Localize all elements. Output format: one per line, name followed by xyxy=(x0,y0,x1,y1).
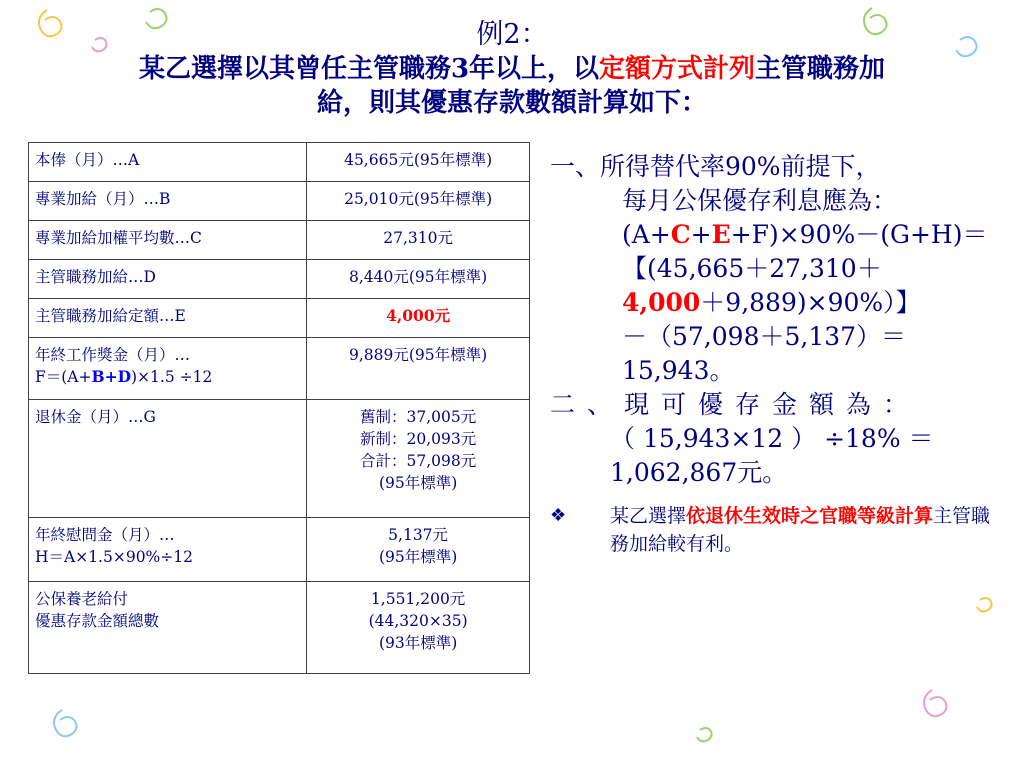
calc-line-3 xyxy=(550,218,1000,252)
row-label: 本俸（月）…A xyxy=(29,143,307,182)
row-value xyxy=(307,518,530,582)
calc-line-5 xyxy=(550,286,1000,320)
row-label-line1: 公保養老給付 xyxy=(35,590,129,608)
slide-title xyxy=(0,18,1024,120)
row-value xyxy=(307,400,530,518)
value-line: 1,551,200元 xyxy=(370,590,466,608)
row-label-line2: H＝A×1.5×90%÷12 xyxy=(35,548,193,566)
calc-line-2: 每月公保優存利息應為： xyxy=(622,186,898,215)
row-label: 主管職務加給…D xyxy=(29,260,307,299)
table-row xyxy=(29,582,530,674)
row-label xyxy=(29,582,307,674)
calc-part: + xyxy=(690,220,712,249)
value-line: 合計：57,098元 xyxy=(359,452,477,470)
row-label: 退休金（月）…G xyxy=(29,400,307,518)
title-line1: 例2： xyxy=(476,19,548,50)
value-line: 新制：20,093元 xyxy=(359,430,477,448)
calc-part-c: C xyxy=(670,220,691,249)
row-label-line2: 優惠存款金額總數 xyxy=(35,612,160,630)
table-row xyxy=(29,518,530,582)
conclusion-highlight: 依退休生效時之官職等級計算 xyxy=(686,505,934,527)
conclusion-part: 主管職務加給較有利。 xyxy=(610,505,991,555)
calc-part: +F)×90%－(G+H)＝ xyxy=(730,220,988,249)
table-row xyxy=(29,260,530,299)
calc-line-10: 1,062,867元。 xyxy=(610,458,788,487)
row-value: 8,440元(95年標準) xyxy=(307,260,530,299)
row-value: 27,310元 xyxy=(307,221,530,260)
formula-part-b: B+D xyxy=(91,367,132,386)
row-value: 25,010元(95年標準) xyxy=(307,182,530,221)
salary-table xyxy=(28,142,530,674)
calc-line-1: 一、所得替代率90%前提下， xyxy=(550,152,881,181)
row-value: 9,889元(95年標準) xyxy=(307,338,530,400)
calc-line-9: （ 15,943×12 ） ÷18% ＝ xyxy=(610,424,934,453)
row-label xyxy=(29,518,307,582)
calculation-panel xyxy=(550,150,1000,558)
formula-part-c: )×1.5 ÷12 xyxy=(131,368,213,386)
formula-part-a: F＝(A+ xyxy=(35,368,92,386)
calc-line-7: 15,943。 xyxy=(622,356,735,385)
value-line: (93年標準) xyxy=(378,634,458,652)
conclusion-bullet xyxy=(550,502,1000,558)
value-line: 舊制：37,005元 xyxy=(359,408,477,426)
calc-line-6: －（57,098＋5,137）＝ xyxy=(622,322,907,351)
row-label xyxy=(29,338,307,400)
table-row xyxy=(29,221,530,260)
row-label: 專業加給加權平均數…C xyxy=(29,221,307,260)
title-line2-a: 某乙選擇以其曾任主管職務3年以上，以 xyxy=(138,54,600,84)
conclusion-text xyxy=(610,502,1000,558)
calc-part: ＋9,889)×90%）】 xyxy=(700,288,921,317)
calc-part-4000: 4,000 xyxy=(622,288,701,317)
calc-line-4: 【(45,665＋27,310＋ xyxy=(622,254,882,283)
row-value xyxy=(307,582,530,674)
row-value: 4,000元 xyxy=(307,299,530,338)
row-label-line2 xyxy=(35,366,300,388)
row-value: 45,665元(95年標準) xyxy=(307,143,530,182)
value-line: (95年標準) xyxy=(378,548,458,566)
value-line: (95年標準) xyxy=(378,474,458,492)
row-label: 主管職務加給定額…E xyxy=(29,299,307,338)
calc-part: (A+ xyxy=(622,220,671,249)
table-row xyxy=(29,338,530,400)
title-line3: 給，則其優惠存款數額計算如下： xyxy=(316,88,707,118)
table-row xyxy=(29,143,530,182)
table-row xyxy=(29,182,530,221)
table-row xyxy=(29,299,530,338)
calc-part-e: E xyxy=(711,220,731,249)
calc-line-8: 二、現可優存金額為： xyxy=(550,390,921,419)
row-label-line1: 年終慰問金（月）… xyxy=(35,526,175,544)
value-line: 5,137元 xyxy=(388,526,449,544)
conclusion-part: 某乙選擇 xyxy=(610,505,687,527)
table-row xyxy=(29,400,530,518)
row-label-line1: 年終工作獎金（月）… xyxy=(35,346,191,364)
row-label: 專業加給（月）…B xyxy=(29,182,307,221)
title-line2-c: 主管職務加 xyxy=(755,54,886,84)
title-highlight: 定額方式計列 xyxy=(599,54,756,84)
diamond-bullet-icon: ❖ xyxy=(550,505,567,526)
value-line: (44,320×35) xyxy=(368,612,468,630)
title-line2 xyxy=(0,52,1024,86)
